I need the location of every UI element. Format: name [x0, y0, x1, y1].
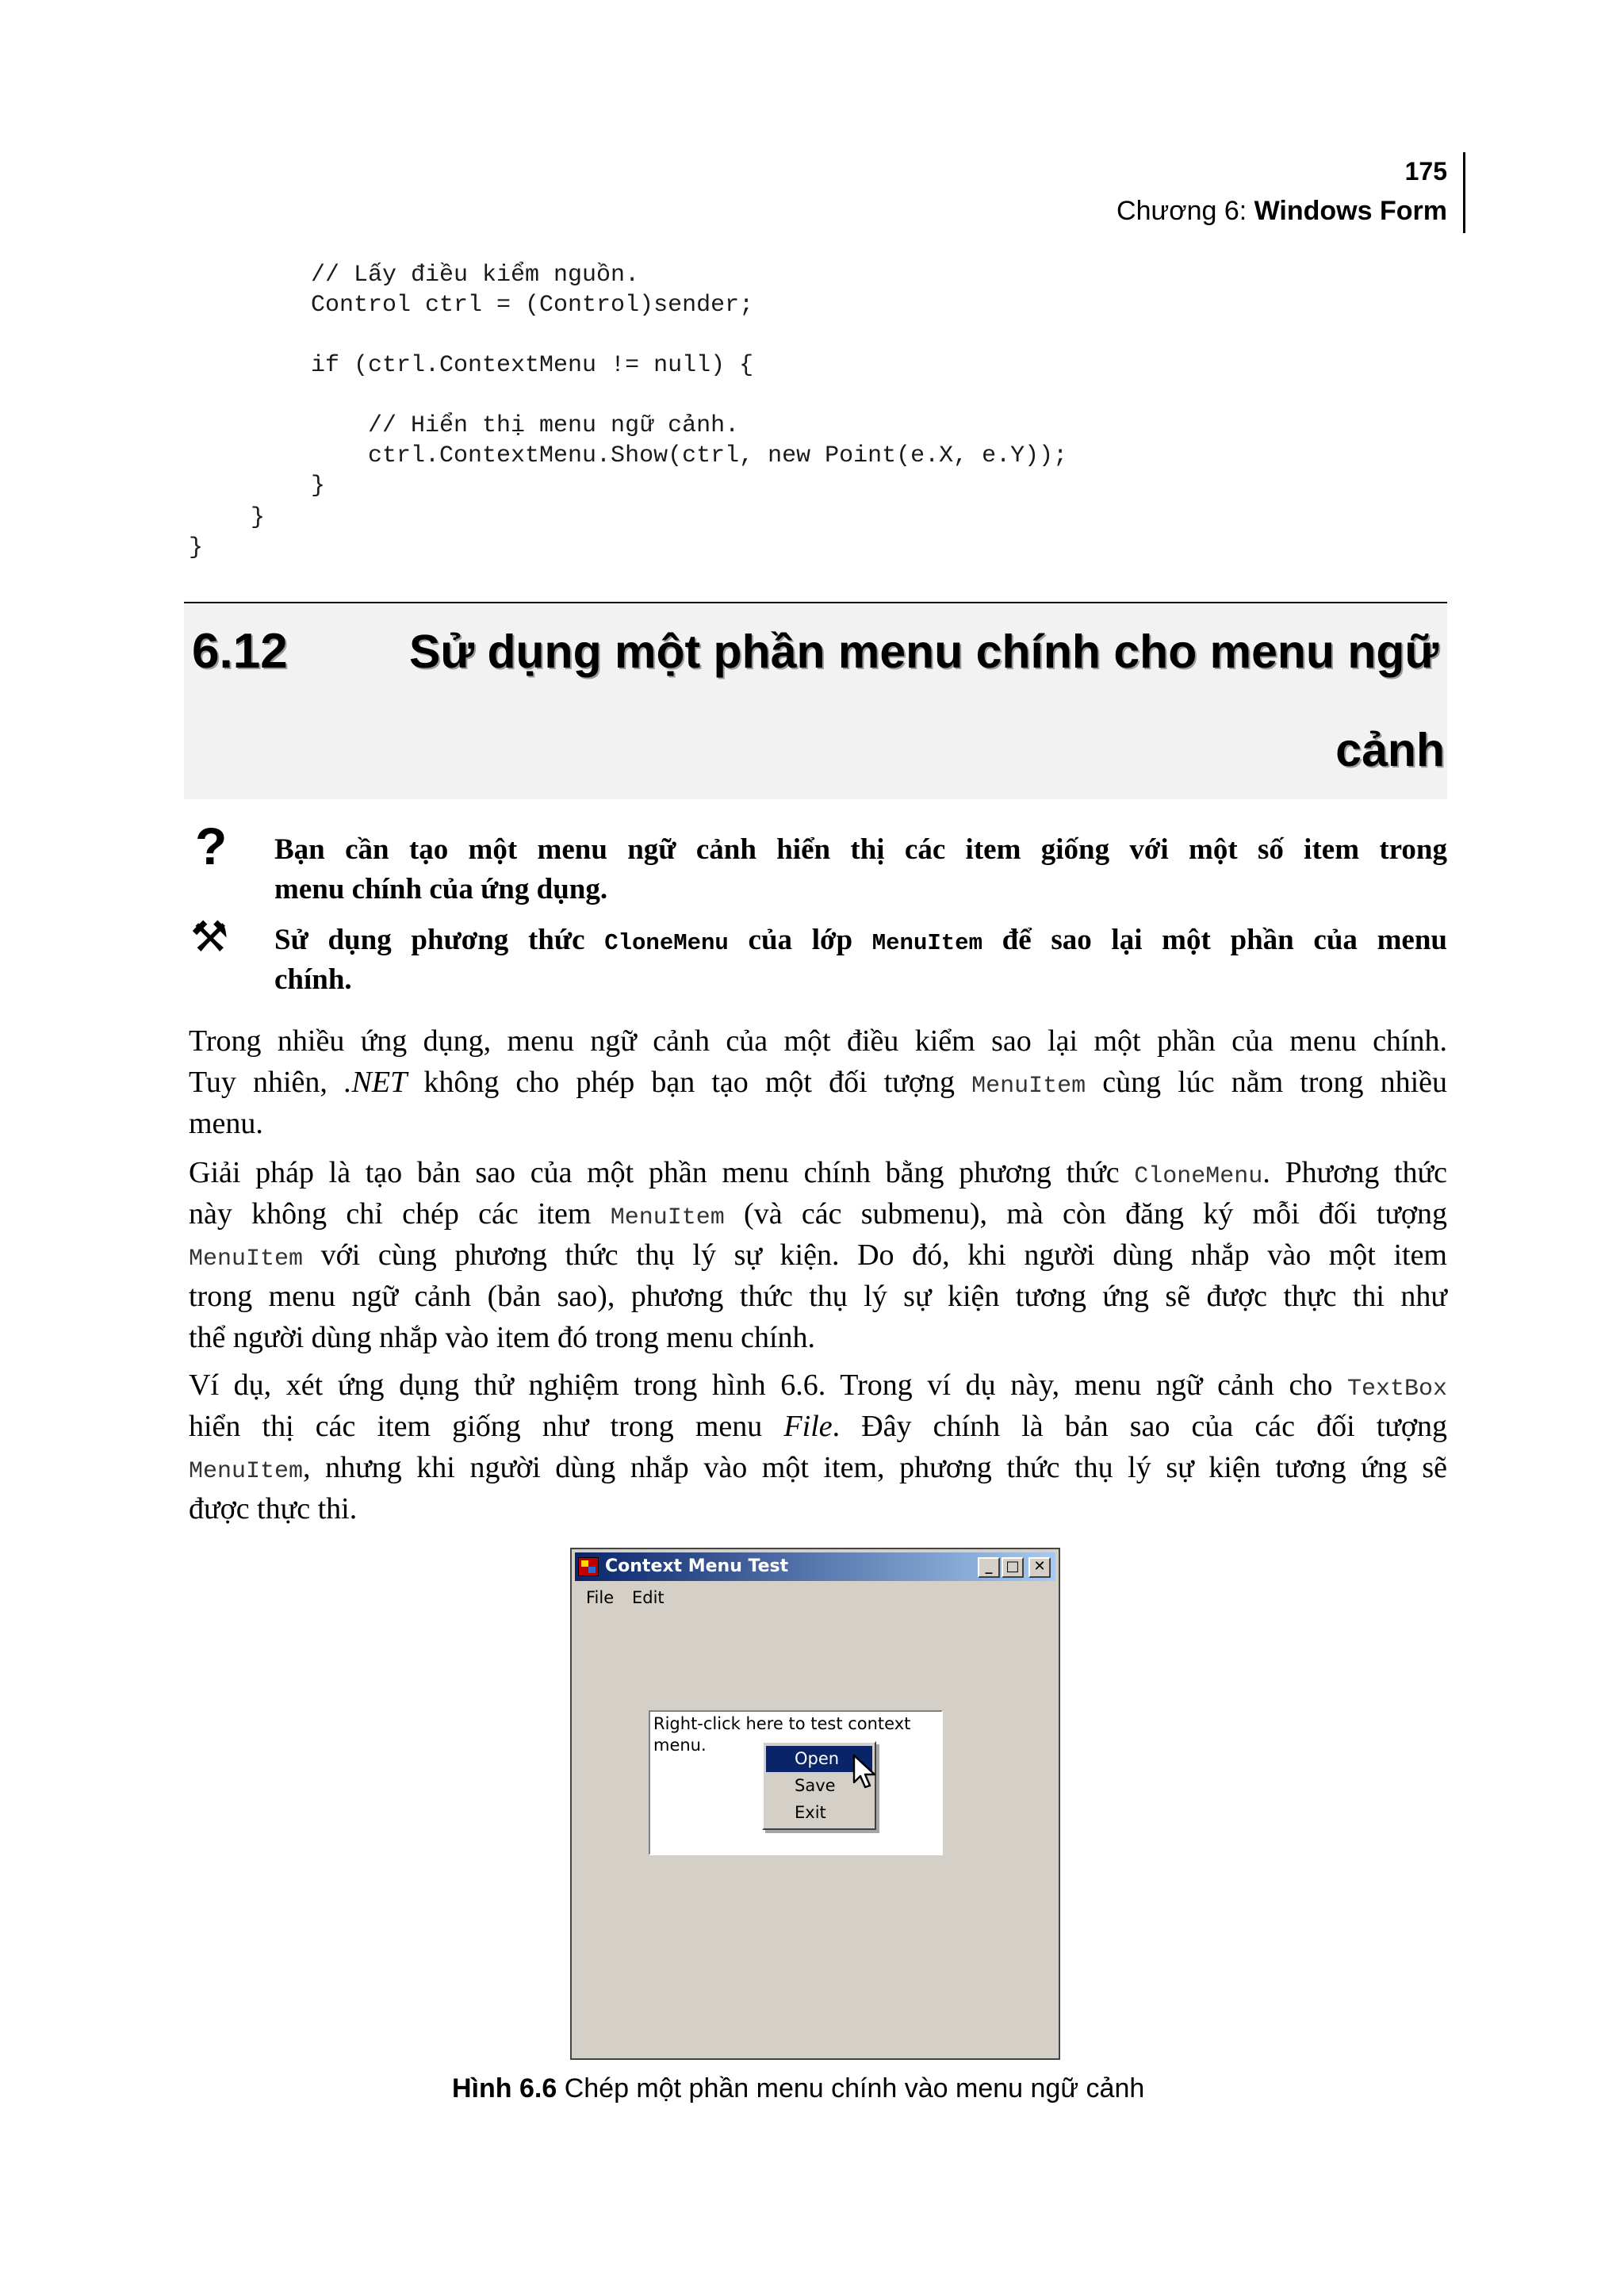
- solution-line: chính.: [274, 963, 352, 996]
- tools-icon: ⚒: [190, 912, 229, 962]
- body-line: trong menu ngữ cảnh (bản sao), phương thức thụ lý sự kiện tương ứng sẽ được thực thi như: [189, 1280, 1447, 1313]
- inline-code: MenuItem: [189, 1458, 304, 1485]
- close-button[interactable]: ✕: [1028, 1557, 1051, 1578]
- page-number: 175: [1404, 157, 1447, 186]
- code-line: Control ctrl = (Control)sender;: [311, 292, 754, 319]
- body-line: Tuy nhiên, .NET không cho phép bạn tạo một đối tượng MenuItem cùng lúc nằm trong nhiều: [189, 1066, 1447, 1100]
- code-line: ctrl.ContextMenu.Show(ctrl, new Point(e.X, e.Y));: [311, 442, 1068, 469]
- code-line: // Lấy điều kiểm nguồn.: [311, 262, 640, 289]
- minimize-button[interactable]: _: [978, 1557, 1000, 1578]
- section-number: 6.12: [192, 624, 288, 679]
- inline-code: CloneMenu: [1134, 1163, 1263, 1190]
- inline-code: TextBox: [1346, 1376, 1447, 1403]
- figure-caption: [452, 2071, 1144, 2106]
- section-title: Sử dụng một phần menu chính cho menu ngữ: [409, 626, 1439, 678]
- menu-file[interactable]: File: [586, 1588, 615, 1607]
- inline-code: MenuItem: [610, 1204, 725, 1231]
- section-rule: [184, 602, 1447, 603]
- cursor-icon: [852, 1754, 879, 1792]
- title-bar[interactable]: [575, 1552, 1055, 1581]
- section-title-continued: cảnh: [1335, 724, 1445, 776]
- app-window: [570, 1548, 1060, 2060]
- problem-line: Bạn cần tạo một menu ngữ cảnh hiển thị các item giống với một số item trong: [274, 833, 1447, 866]
- code-line: if (ctrl.ContextMenu != null) {: [311, 352, 754, 379]
- body-line: hiển thị các item giống như trong menu File. Đây chính là bản sao của các đối tượng: [189, 1410, 1447, 1443]
- code-line: // Hiển thị menu ngữ cảnh.: [311, 412, 740, 439]
- inline-code: MenuItem: [871, 930, 982, 956]
- figure-caption-text: Chép một phần menu chính vào menu ngữ cảnh: [557, 2073, 1145, 2104]
- figure-label: Hình 6.6: [452, 2073, 557, 2104]
- question-icon: ?: [195, 817, 228, 875]
- body-line: Giải pháp là tạo bản sao của một phần menu chính bằng phương thức CloneMenu. Phương thức: [189, 1156, 1448, 1190]
- maximize-button[interactable]: □: [1002, 1557, 1024, 1578]
- inline-code: CloneMenu: [604, 930, 729, 956]
- menu-bar: [575, 1584, 1055, 1610]
- body-line: MenuItem với cùng phương thức thụ lý sự kiện. Do đó, khi người dùng nhắp vào một item: [189, 1238, 1447, 1273]
- body-line: này không chỉ chép các item MenuItem (và các submenu), mà còn đăng ký mỗi đối tượng: [189, 1197, 1447, 1231]
- context-menu-save[interactable]: Save: [795, 1776, 836, 1795]
- body-line: Ví dụ, xét ứng dụng thử nghiệm trong hình 6.6. Trong ví dụ này, menu ngữ cảnh cho TextBox: [189, 1369, 1447, 1403]
- header-rule: [1463, 152, 1465, 233]
- app-icon[interactable]: [578, 1557, 599, 1576]
- chapter-prefix: Chương 6:: [1116, 196, 1254, 226]
- inline-code: MenuItem: [971, 1073, 1086, 1100]
- code-line: }: [311, 473, 326, 500]
- context-menu-open[interactable]: Open: [766, 1746, 872, 1772]
- inline-code: MenuItem: [189, 1246, 304, 1273]
- problem-line: menu chính của ứng dụng.: [274, 873, 608, 905]
- body-line: thể người dùng nhắp vào item đó trong menu chính.: [189, 1321, 816, 1354]
- context-menu-exit[interactable]: Exit: [795, 1803, 826, 1822]
- solution-line: Sử dụng phương thức CloneMenu của lớp MenuItem để sao lại một phần của menu: [274, 924, 1447, 956]
- text-box-content: Right-click here to test context menu.: [653, 1714, 911, 1755]
- window-title: Context Menu Test: [605, 1556, 789, 1576]
- code-line: }: [189, 534, 204, 561]
- chapter-heading: [952, 193, 1447, 228]
- body-line: được thực thi.: [189, 1492, 358, 1525]
- body-line: Trong nhiều ứng dụng, menu ngữ cảnh của một điều kiểm sao lại một phần của menu chính.: [189, 1024, 1447, 1058]
- menu-edit[interactable]: Edit: [632, 1588, 665, 1607]
- body-line: MenuItem, nhưng khi người dùng nhắp vào một item, phương thức thụ lý sự kiện tương ứng sẽ: [189, 1451, 1447, 1485]
- chapter-title: Windows Form: [1254, 196, 1447, 226]
- body-line: menu.: [189, 1107, 263, 1140]
- code-line: }: [251, 504, 266, 531]
